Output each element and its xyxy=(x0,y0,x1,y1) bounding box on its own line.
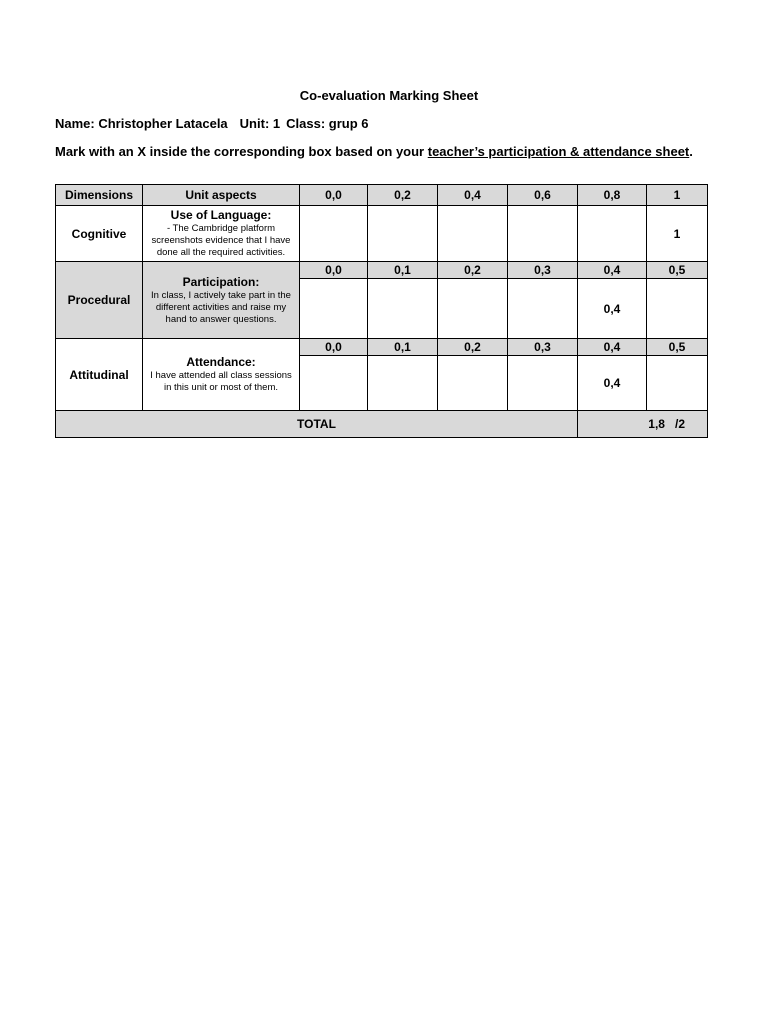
student-name: Name: Christopher Latacela xyxy=(55,116,228,131)
aspect-title: Attendance: xyxy=(186,355,256,369)
mark-box[interactable] xyxy=(508,279,578,339)
table-row-attitudinal-scores xyxy=(56,339,708,356)
aspect-cell xyxy=(143,339,300,411)
evaluation-table xyxy=(55,184,708,438)
score-header: 0,1 xyxy=(368,339,438,356)
aspect-cell xyxy=(143,206,300,262)
dimensions-header: Dimensions xyxy=(56,185,143,206)
aspect-description: I have attended all class sessions in this unit or most of them. xyxy=(150,370,292,393)
mark-box[interactable] xyxy=(368,356,438,411)
instruction-period: . xyxy=(689,144,693,159)
table-row-procedural-scores xyxy=(56,262,708,279)
table-row-cognitive xyxy=(56,206,708,262)
mark-box[interactable] xyxy=(508,206,578,262)
aspect-cell xyxy=(143,262,300,339)
mark-box[interactable] xyxy=(368,279,438,339)
score-header: 0,6 xyxy=(508,185,578,206)
sheet-title: Co-evaluation Marking Sheet xyxy=(299,88,479,103)
mark-box[interactable] xyxy=(300,206,368,262)
score-header: 0,5 xyxy=(647,262,708,279)
aspect-description: In class, I actively take part in the different activities and raise my hand to answer questions. xyxy=(151,289,291,325)
score-header: 0,1 xyxy=(368,262,438,279)
instruction-reference: teacher’s participation & attendance sheet xyxy=(427,144,690,159)
mark-box[interactable] xyxy=(508,356,578,411)
mark-box[interactable] xyxy=(578,206,647,262)
total-label: TOTAL xyxy=(56,411,578,438)
aspect-description: - The Cambridge platform screenshots evidence that I have done all the required activities. xyxy=(151,223,291,258)
unit-number: Unit: 1 xyxy=(239,116,281,131)
score-header: 0,5 xyxy=(647,339,708,356)
dimension-attitudinal: Attitudinal xyxy=(56,339,143,411)
mark-box[interactable] xyxy=(368,206,438,262)
mark-box[interactable]: 0,4 xyxy=(578,279,647,339)
mark-box[interactable] xyxy=(438,356,508,411)
mark-box[interactable] xyxy=(647,356,708,411)
score-header: 0,2 xyxy=(438,262,508,279)
mark-box[interactable] xyxy=(438,279,508,339)
dimension-procedural: Procedural xyxy=(56,262,143,339)
score-header: 0,4 xyxy=(438,185,508,206)
score-header: 0,2 xyxy=(368,185,438,206)
aspects-header: Unit aspects xyxy=(143,185,300,206)
score-header: 0,0 xyxy=(300,262,368,279)
instructions xyxy=(55,144,693,159)
score-header: 0,2 xyxy=(438,339,508,356)
score-header: 0,8 xyxy=(578,185,647,206)
score-header: 0,4 xyxy=(578,262,647,279)
total-value: 1,8 /2 xyxy=(578,411,708,438)
score-header: 0,0 xyxy=(300,185,368,206)
mark-box[interactable]: 0,4 xyxy=(578,356,647,411)
aspect-title: Use of Language: xyxy=(170,208,272,222)
score-header: 0,4 xyxy=(578,339,647,356)
dimension-cognitive: Cognitive xyxy=(56,206,143,262)
score-header: 0,3 xyxy=(508,262,578,279)
mark-box[interactable] xyxy=(300,356,368,411)
mark-box[interactable] xyxy=(647,279,708,339)
aspect-title: Participation: xyxy=(182,274,260,289)
student-info xyxy=(55,116,380,131)
score-header: 1 xyxy=(647,185,708,206)
score-header: 0,3 xyxy=(508,339,578,356)
score-header: 0,0 xyxy=(300,339,368,356)
mark-box[interactable] xyxy=(300,279,368,339)
mark-box[interactable] xyxy=(438,206,508,262)
instruction-text: Mark with an X inside the corresponding box based on your xyxy=(55,144,428,159)
table-row-total xyxy=(56,411,708,438)
class-name: Class: grup 6 xyxy=(286,116,369,131)
mark-box[interactable]: 1 xyxy=(647,206,708,262)
table-header-row xyxy=(56,185,708,206)
